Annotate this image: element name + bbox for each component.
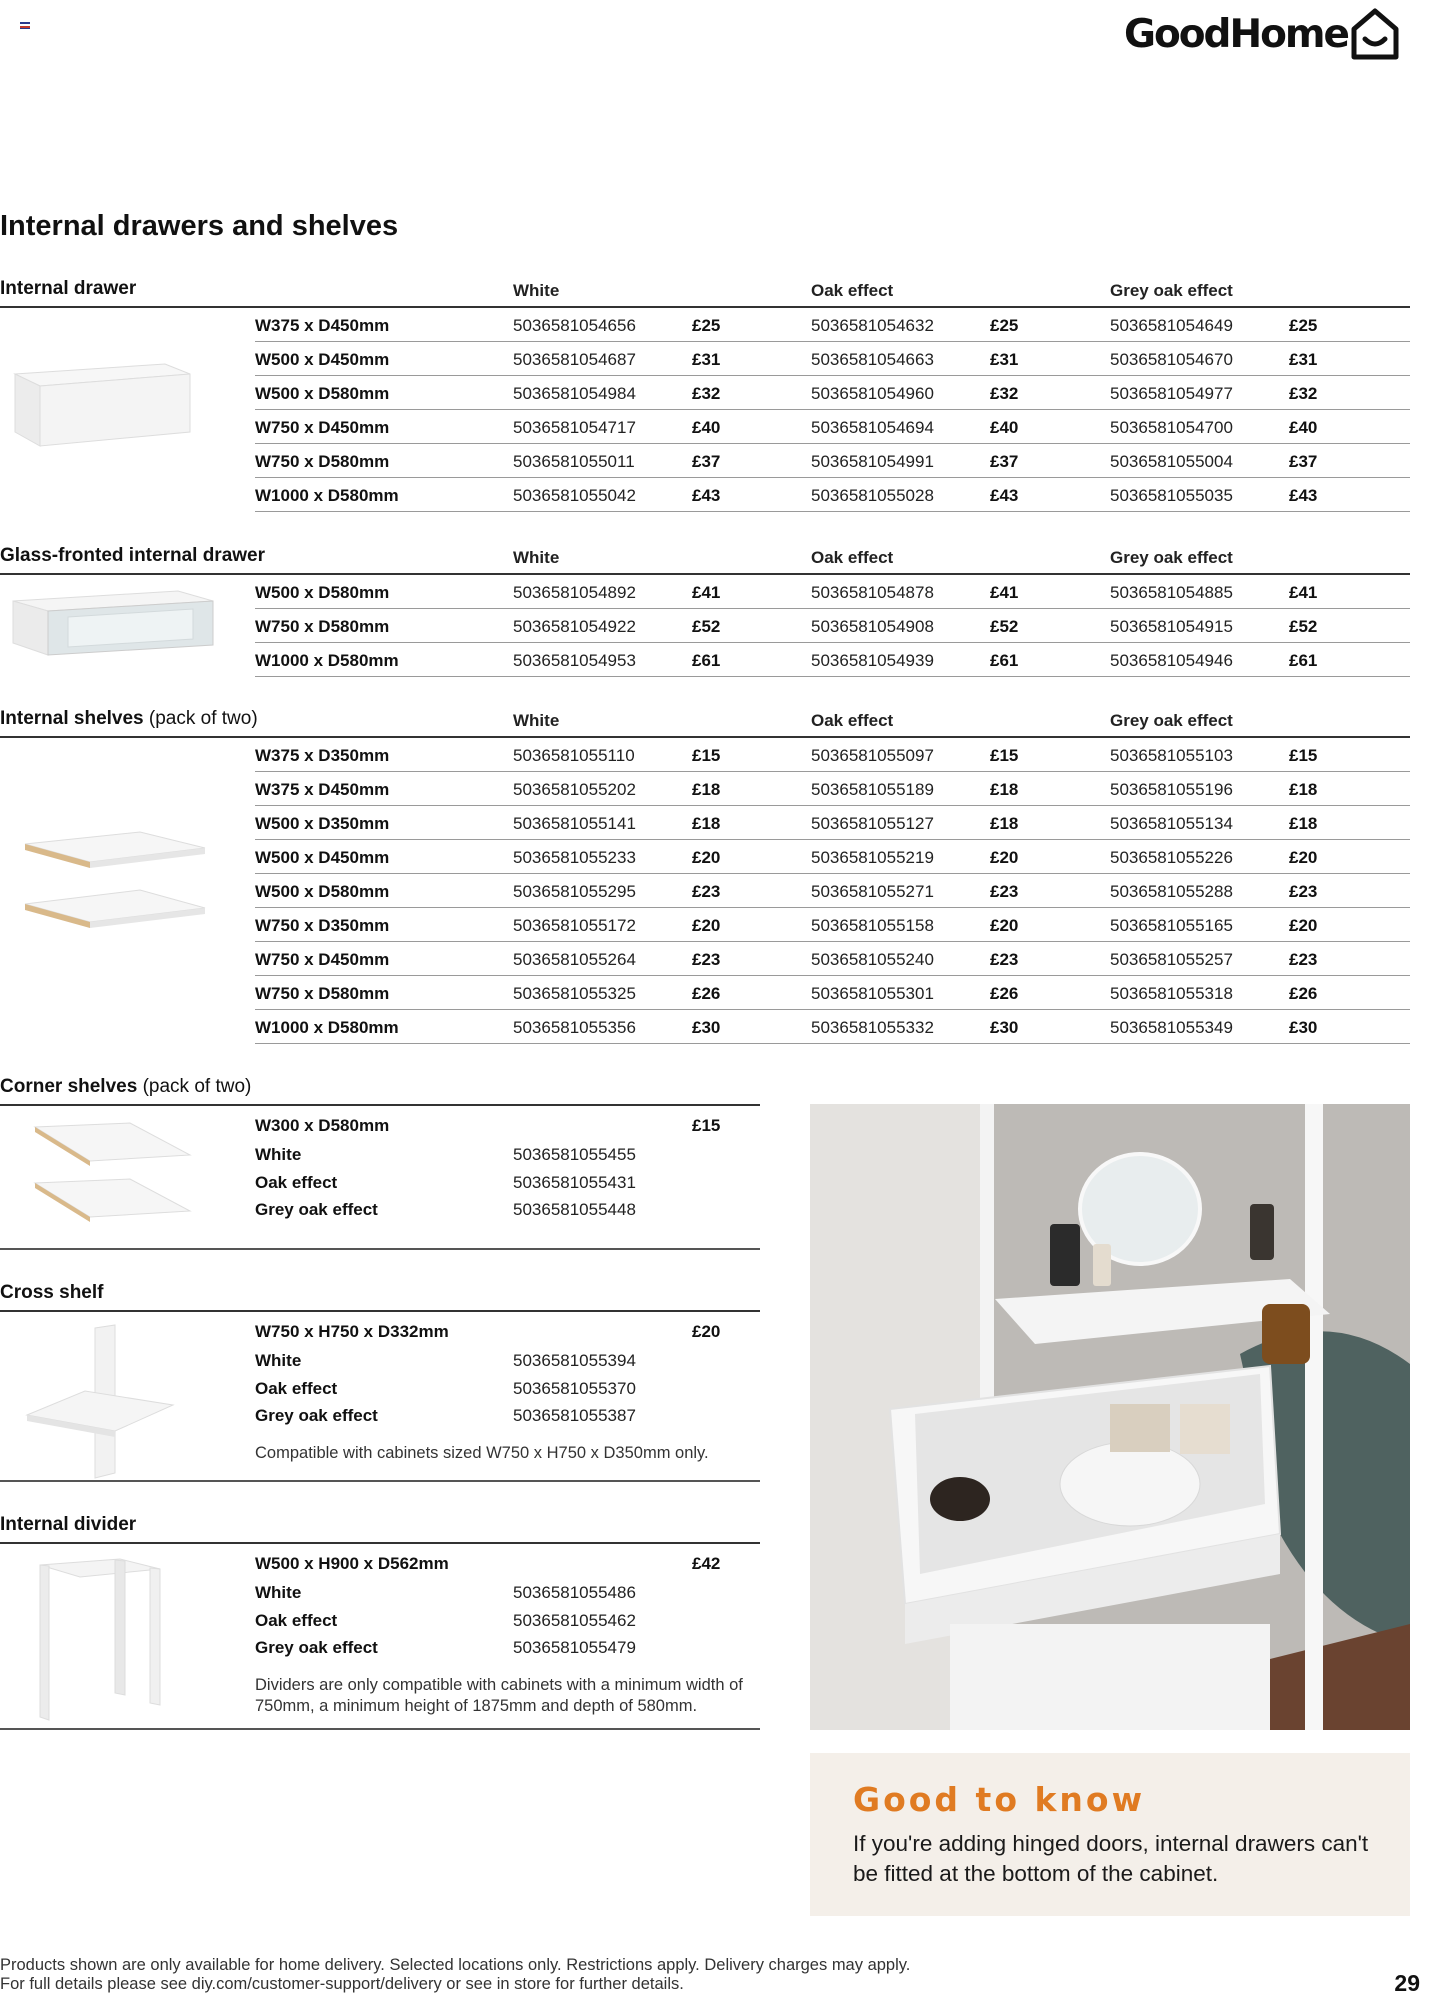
oak-code-cell: 5036581055158 bbox=[811, 916, 934, 935]
finish-code: 5036581055448 bbox=[513, 1200, 636, 1219]
internal-drawer-illustration bbox=[5, 344, 195, 464]
grey-price-cell: £18 bbox=[1289, 814, 1318, 833]
grey-code-cell: 5036581054885 bbox=[1110, 583, 1233, 602]
white-price-cell: £26 bbox=[692, 984, 721, 1003]
oak-price-cell: £32 bbox=[990, 384, 1019, 403]
size-cell: W500 x D350mm bbox=[255, 814, 390, 833]
page-number: 29 bbox=[1394, 1970, 1420, 1996]
glass-drawer-section bbox=[0, 541, 1410, 677]
section-header bbox=[0, 1072, 760, 1106]
brand-name: GoodHome bbox=[1123, 11, 1348, 57]
oak-price-cell: £30 bbox=[990, 1018, 1019, 1037]
white-code-cell: 5036581055264 bbox=[513, 950, 636, 969]
white-code-cell: 5036581055356 bbox=[513, 1018, 636, 1037]
column-oak: Oak effect bbox=[811, 281, 894, 300]
section-title-sub: (pack of two) bbox=[143, 708, 258, 729]
white-code-cell: 5036581054953 bbox=[513, 651, 636, 670]
column-oak: Oak effect bbox=[811, 711, 894, 730]
corner-shelves-illustration bbox=[30, 1117, 200, 1247]
grey-code-cell: 5036581055165 bbox=[1110, 916, 1233, 935]
lifestyle-photo bbox=[810, 1104, 1410, 1730]
section-title bbox=[0, 708, 258, 730]
oak-price-cell: £25 bbox=[990, 316, 1019, 335]
table-row bbox=[255, 643, 1410, 677]
white-code-cell: 5036581054687 bbox=[513, 350, 636, 369]
grey-price-cell: £20 bbox=[1289, 848, 1318, 867]
grey-code-cell: 5036581054649 bbox=[1110, 316, 1233, 335]
oak-code-cell: 5036581055219 bbox=[811, 848, 934, 867]
finish-label: Oak effect bbox=[255, 1611, 338, 1630]
white-price-cell: £52 bbox=[692, 617, 721, 636]
white-price-cell: £25 bbox=[692, 316, 721, 335]
oak-price-cell: £18 bbox=[990, 814, 1019, 833]
internal-shelves-illustration bbox=[20, 824, 210, 964]
oak-code-cell: 5036581054694 bbox=[811, 418, 934, 437]
price-value: £15 bbox=[692, 1116, 721, 1135]
grey-price-cell: £52 bbox=[1289, 617, 1318, 636]
table-row bbox=[255, 609, 1410, 643]
white-price-cell: £31 bbox=[692, 350, 721, 369]
grey-price-cell: £15 bbox=[1289, 746, 1318, 765]
finish-code: 5036581055387 bbox=[513, 1406, 636, 1425]
white-code-cell: 5036581055325 bbox=[513, 984, 636, 1003]
oak-code-cell: 5036581054908 bbox=[811, 617, 934, 636]
finish-code: 5036581055479 bbox=[513, 1638, 636, 1657]
section-rule bbox=[0, 1248, 760, 1250]
finish-label: Oak effect bbox=[255, 1173, 338, 1192]
grey-code-cell: 5036581055288 bbox=[1110, 882, 1233, 901]
white-code-cell: 5036581055011 bbox=[513, 452, 635, 471]
size-cell: W1000 x D580mm bbox=[255, 486, 399, 505]
column-white: White bbox=[513, 711, 560, 730]
corner-shelves-section bbox=[0, 1072, 760, 1252]
compatibility-note: Dividers are only compatible with cabinets with a minimum width of 750mm, a minimum height of 1875mm and depth of 580mm. bbox=[255, 1676, 743, 1715]
size-cell: W500 x D580mm bbox=[255, 583, 390, 602]
size-cell: W500 x D450mm bbox=[255, 848, 390, 867]
oak-price-cell: £37 bbox=[990, 452, 1019, 471]
size-value: W750 x H750 x D332mm bbox=[255, 1322, 449, 1341]
white-price-cell: £23 bbox=[692, 950, 721, 969]
oak-price-cell: £18 bbox=[990, 780, 1019, 799]
grey-code-cell: 5036581055103 bbox=[1110, 746, 1233, 765]
oak-code-cell: 5036581055301 bbox=[811, 984, 934, 1003]
finish-code: 5036581055486 bbox=[513, 1583, 636, 1602]
grey-price-cell: £43 bbox=[1289, 486, 1318, 505]
cross-shelf-illustration bbox=[25, 1323, 175, 1483]
finish-code: 5036581055394 bbox=[513, 1351, 636, 1370]
oak-price-cell: £40 bbox=[990, 418, 1019, 437]
white-code-cell: 5036581054984 bbox=[513, 384, 636, 403]
oak-code-cell: 5036581055271 bbox=[811, 882, 934, 901]
size-cell: W1000 x D580mm bbox=[255, 1018, 399, 1037]
corner-mark bbox=[20, 22, 30, 29]
white-price-cell: £20 bbox=[692, 848, 721, 867]
white-code-cell: 5036581054656 bbox=[513, 316, 636, 335]
grey-price-cell: £30 bbox=[1289, 1018, 1318, 1037]
table-row bbox=[255, 478, 1410, 512]
size-cell: W750 x D350mm bbox=[255, 916, 390, 935]
table-row bbox=[255, 976, 1410, 1010]
table-row bbox=[255, 410, 1410, 444]
grey-price-cell: £25 bbox=[1289, 316, 1318, 335]
oak-code-cell: 5036581055127 bbox=[811, 814, 934, 833]
grey-price-cell: £26 bbox=[1289, 984, 1318, 1003]
footer-line-2: For full details please see diy.com/customer-support/delivery or see in store for further details. bbox=[0, 1975, 684, 1993]
internal-drawer-section bbox=[0, 274, 1410, 512]
internal-shelves-table bbox=[255, 738, 1410, 1044]
table-row bbox=[255, 738, 1410, 772]
section-title: Cross shelf bbox=[0, 1282, 104, 1303]
finish-code: 5036581055370 bbox=[513, 1379, 636, 1398]
grey-price-cell: £31 bbox=[1289, 350, 1318, 369]
oak-code-cell: 5036581054663 bbox=[811, 350, 934, 369]
glass-drawer-table bbox=[255, 575, 1410, 677]
column-white: White bbox=[513, 548, 560, 567]
grey-price-cell: £23 bbox=[1289, 950, 1318, 969]
oak-code-cell: 5036581054960 bbox=[811, 384, 934, 403]
grey-price-cell: £61 bbox=[1289, 651, 1318, 670]
oak-code-cell: 5036581055332 bbox=[811, 1018, 934, 1037]
white-code-cell: 5036581055172 bbox=[513, 916, 636, 935]
oak-code-cell: 5036581055097 bbox=[811, 746, 934, 765]
section-title: Internal drawer bbox=[0, 278, 137, 299]
white-price-cell: £23 bbox=[692, 882, 721, 901]
finish-code: 5036581055462 bbox=[513, 1611, 636, 1630]
size-cell: W375 x D350mm bbox=[255, 746, 390, 765]
size-cell: W750 x D580mm bbox=[255, 984, 390, 1003]
size-cell: W375 x D450mm bbox=[255, 316, 390, 335]
grey-price-cell: £23 bbox=[1289, 882, 1318, 901]
finish-label: Grey oak effect bbox=[255, 1638, 378, 1657]
white-code-cell: 5036581055202 bbox=[513, 780, 636, 799]
section-header bbox=[0, 704, 1410, 738]
white-code-cell: 5036581054922 bbox=[513, 617, 636, 636]
internal-drawer-table bbox=[255, 308, 1410, 512]
grey-price-cell: £32 bbox=[1289, 384, 1318, 403]
section-title: Glass-fronted internal drawer bbox=[0, 545, 266, 566]
oak-price-cell: £43 bbox=[990, 486, 1019, 505]
size-cell: W500 x D580mm bbox=[255, 882, 390, 901]
white-price-cell: £43 bbox=[692, 486, 721, 505]
glass-drawer-illustration bbox=[8, 583, 218, 663]
white-price-cell: £41 bbox=[692, 583, 721, 602]
oak-code-cell: 5036581055240 bbox=[811, 950, 934, 969]
section-title: Internal divider bbox=[0, 1514, 137, 1535]
oak-price-cell: £26 bbox=[990, 984, 1019, 1003]
oak-code-cell: 5036581054632 bbox=[811, 316, 934, 335]
table-row bbox=[255, 772, 1410, 806]
oak-price-cell: £41 bbox=[990, 583, 1019, 602]
oak-price-cell: £20 bbox=[990, 848, 1019, 867]
grey-code-cell: 5036581055035 bbox=[1110, 486, 1233, 505]
grey-code-cell: 5036581055004 bbox=[1110, 452, 1233, 471]
section-header bbox=[0, 1278, 760, 1312]
page-title: Internal drawers and shelves bbox=[0, 210, 399, 242]
footer-line-1: Products shown are only available for home delivery. Selected locations only. Restrictions apply. Delivery charges may apply. bbox=[0, 1956, 911, 1974]
white-price-cell: £40 bbox=[692, 418, 721, 437]
grey-price-cell: £41 bbox=[1289, 583, 1318, 602]
compatibility-note: Compatible with cabinets sized W750 x H750 x D350mm only. bbox=[255, 1444, 709, 1462]
white-code-cell: 5036581055110 bbox=[513, 746, 635, 765]
section-title-main: Internal shelves bbox=[0, 708, 144, 729]
finish-label: Grey oak effect bbox=[255, 1200, 378, 1219]
white-code-cell: 5036581054892 bbox=[513, 583, 636, 602]
grey-code-cell: 5036581055349 bbox=[1110, 1018, 1233, 1037]
white-price-cell: £15 bbox=[692, 746, 721, 765]
white-price-cell: £32 bbox=[692, 384, 721, 403]
white-price-cell: £18 bbox=[692, 814, 721, 833]
oak-price-cell: £52 bbox=[990, 617, 1019, 636]
oak-price-cell: £23 bbox=[990, 950, 1019, 969]
table-row bbox=[255, 308, 1410, 342]
finish-label: White bbox=[255, 1145, 302, 1164]
table-row bbox=[255, 444, 1410, 478]
table-row bbox=[255, 1010, 1410, 1044]
white-code-cell: 5036581055141 bbox=[513, 814, 636, 833]
finish-label: Oak effect bbox=[255, 1379, 338, 1398]
grey-code-cell: 5036581055134 bbox=[1110, 814, 1233, 833]
brand-logo bbox=[1124, 6, 1400, 62]
grey-code-cell: 5036581054946 bbox=[1110, 651, 1233, 670]
house-icon bbox=[1350, 7, 1400, 61]
grey-code-cell: 5036581054915 bbox=[1110, 617, 1233, 636]
white-code-cell: 5036581055042 bbox=[513, 486, 636, 505]
footer bbox=[0, 1956, 910, 1994]
white-price-cell: £61 bbox=[692, 651, 721, 670]
grey-code-cell: 5036581055226 bbox=[1110, 848, 1233, 867]
section-header bbox=[0, 1510, 760, 1544]
internal-shelves-section bbox=[0, 704, 1410, 1044]
column-grey-oak: Grey oak effect bbox=[1110, 281, 1233, 300]
table-row bbox=[255, 840, 1410, 874]
white-price-cell: £18 bbox=[692, 780, 721, 799]
grey-code-cell: 5036581055257 bbox=[1110, 950, 1233, 969]
grey-price-cell: £20 bbox=[1289, 916, 1318, 935]
oak-price-cell: £23 bbox=[990, 882, 1019, 901]
oak-price-cell: £15 bbox=[990, 746, 1019, 765]
price-value: £42 bbox=[692, 1554, 721, 1573]
grey-price-cell: £37 bbox=[1289, 452, 1318, 471]
internal-divider-section bbox=[0, 1510, 760, 1732]
section-title-main: Corner shelves bbox=[0, 1076, 138, 1097]
white-price-cell: £30 bbox=[692, 1018, 721, 1037]
size-value: W300 x D580mm bbox=[255, 1116, 390, 1135]
table-row bbox=[255, 376, 1410, 410]
internal-divider-illustration bbox=[35, 1555, 165, 1725]
oak-code-cell: 5036581054991 bbox=[811, 452, 934, 471]
column-oak: Oak effect bbox=[811, 548, 894, 567]
cross-shelf-section bbox=[0, 1278, 760, 1485]
finish-code: 5036581055431 bbox=[513, 1173, 636, 1192]
grey-code-cell: 5036581054977 bbox=[1110, 384, 1233, 403]
section-rule bbox=[0, 1728, 760, 1730]
white-code-cell: 5036581055295 bbox=[513, 882, 636, 901]
oak-code-cell: 5036581055189 bbox=[811, 780, 934, 799]
oak-code-cell: 5036581054878 bbox=[811, 583, 934, 602]
size-cell: W500 x D580mm bbox=[255, 384, 390, 403]
size-value: W500 x H900 x D562mm bbox=[255, 1554, 449, 1573]
grey-code-cell: 5036581055318 bbox=[1110, 984, 1233, 1003]
table-row bbox=[255, 806, 1410, 840]
white-price-cell: £20 bbox=[692, 916, 721, 935]
column-white: White bbox=[513, 281, 560, 300]
table-row bbox=[255, 908, 1410, 942]
column-grey-oak: Grey oak effect bbox=[1110, 711, 1233, 730]
size-cell: W500 x D450mm bbox=[255, 350, 390, 369]
table-row bbox=[255, 575, 1410, 609]
grey-price-cell: £40 bbox=[1289, 418, 1318, 437]
finish-label: White bbox=[255, 1583, 302, 1602]
white-price-cell: £37 bbox=[692, 452, 721, 471]
section-title-sub: (pack of two) bbox=[137, 1076, 252, 1097]
white-code-cell: 5036581054717 bbox=[513, 418, 636, 437]
size-cell: W750 x D580mm bbox=[255, 452, 390, 471]
size-cell: W1000 x D580mm bbox=[255, 651, 399, 670]
size-cell: W750 x D580mm bbox=[255, 617, 390, 636]
oak-price-cell: £61 bbox=[990, 651, 1019, 670]
size-cell: W750 x D450mm bbox=[255, 950, 390, 969]
white-code-cell: 5036581055233 bbox=[513, 848, 636, 867]
size-cell: W750 x D450mm bbox=[255, 418, 390, 437]
section-header bbox=[0, 274, 1410, 308]
oak-price-cell: £31 bbox=[990, 350, 1019, 369]
finish-label: Grey oak effect bbox=[255, 1406, 378, 1425]
finish-label: White bbox=[255, 1351, 302, 1370]
table-row bbox=[255, 942, 1410, 976]
table-row bbox=[255, 342, 1410, 376]
grey-code-cell: 5036581055196 bbox=[1110, 780, 1233, 799]
section-header bbox=[0, 541, 1410, 575]
oak-code-cell: 5036581054939 bbox=[811, 651, 934, 670]
callout-title: Good to know bbox=[853, 1780, 1146, 1819]
callout-text: If you're adding hinged doors, internal drawers can't be fitted at the bottom of the cabinet. bbox=[853, 1831, 1369, 1886]
grey-price-cell: £18 bbox=[1289, 780, 1318, 799]
oak-price-cell: £20 bbox=[990, 916, 1019, 935]
size-cell: W375 x D450mm bbox=[255, 780, 390, 799]
finish-code: 5036581055455 bbox=[513, 1145, 636, 1164]
grey-code-cell: 5036581054700 bbox=[1110, 418, 1233, 437]
grey-code-cell: 5036581054670 bbox=[1110, 350, 1233, 369]
section-rule bbox=[0, 1480, 760, 1482]
section-title bbox=[0, 1076, 251, 1098]
table-row bbox=[255, 874, 1410, 908]
oak-code-cell: 5036581055028 bbox=[811, 486, 934, 505]
good-to-know-callout bbox=[810, 1753, 1410, 1916]
column-grey-oak: Grey oak effect bbox=[1110, 548, 1233, 567]
price-value: £20 bbox=[692, 1322, 721, 1341]
